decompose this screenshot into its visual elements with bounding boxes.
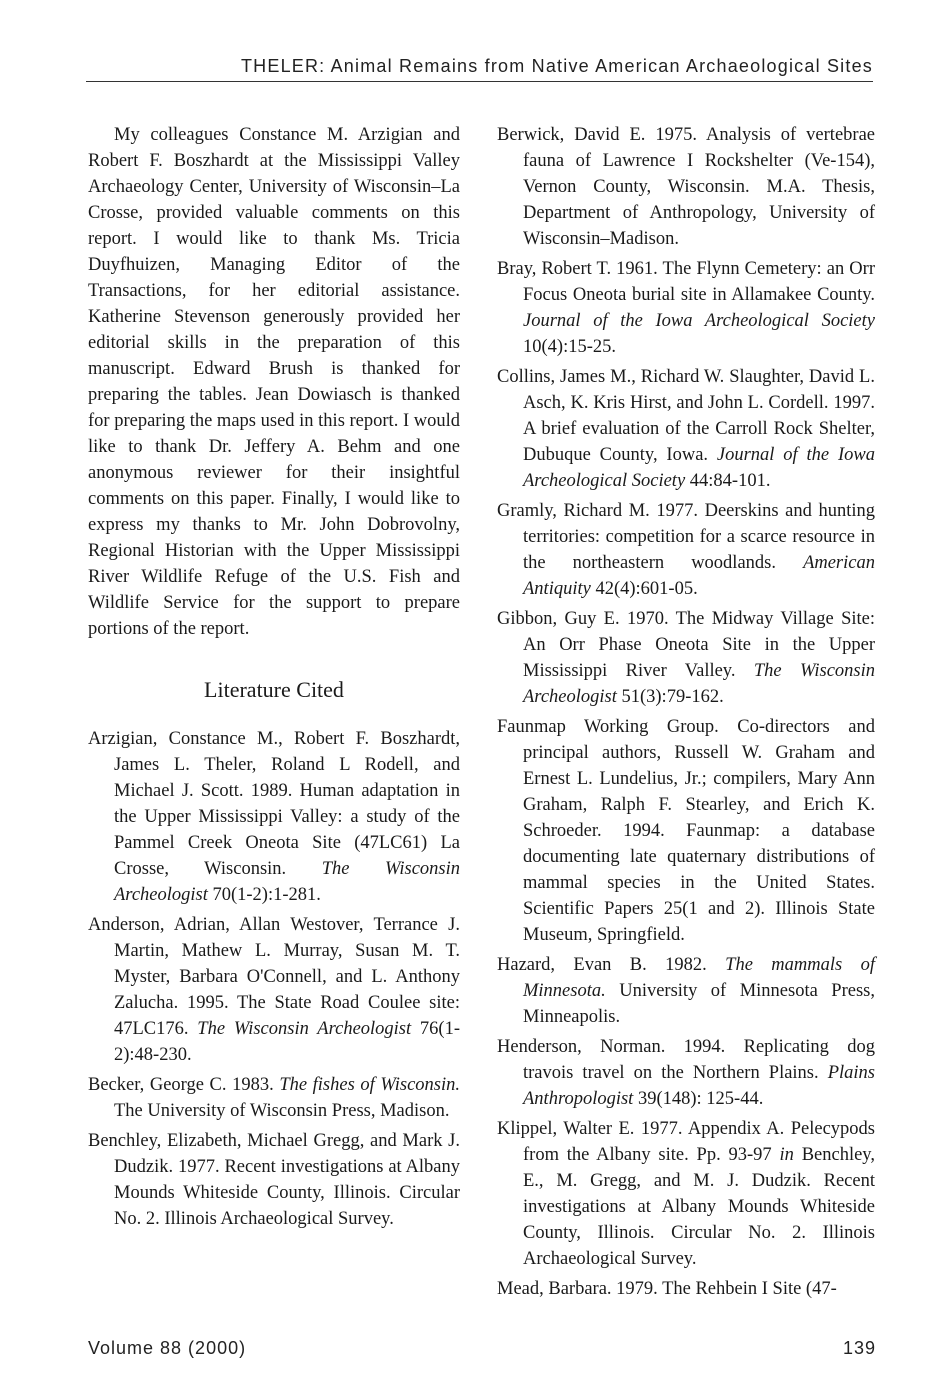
reference-entry: Klippel, Walter E. 1977. Appendix A. Pelecypods from the Albany site. Pp. 93-97 in Benchley, E., M. Gregg, and M. J. Dudzik. Recent investigations at Albany Mounds Whiteside County, Illinois. Circular No. 2. Illinois Archaeological Survey. bbox=[497, 1119, 875, 1269]
reference-entry: Collins, James M., Richard W. Slaughter, David L. Asch, K. Kris Hirst, and John L. Cordell. 1997. A brief evaluation of the Carroll Rock Shelter, Dubuque County, Iowa. Journal of the Iowa Archeological Society 44:84-101. bbox=[497, 367, 875, 491]
header-rule bbox=[86, 81, 873, 82]
reference-entry: Gibbon, Guy E. 1970. The Midway Village Site: An Orr Phase Oneota Site in the Upper Mississippi River Valley. The Wisconsin Archeologist 51(3):79-162. bbox=[497, 609, 876, 707]
reference-entry: Henderson, Norman. 1994. Replicating dog travois travel on the Northern Plains. Plains Anthropologist 39(148): 125-44. bbox=[497, 1037, 875, 1109]
right-column bbox=[497, 122, 875, 1306]
reference-entry: Arzigian, Constance M., Robert F. Boszhardt, James L. Theler, Roland L Rodell, and Michael J. Scott. 1989. Human adaptation in the Upper Mississippi Valley: a study of the Pammel Creek Oneota Site (47LC61) La Crosse, Wisconsin. The Wisconsin Archeologist 70(1-2):1-281. bbox=[88, 729, 461, 905]
left-column bbox=[88, 122, 460, 1236]
footer-volume: Volume 88 (2000) bbox=[88, 1338, 247, 1358]
reference-entry: Mead, Barbara. 1979. The Rehbein I Site (47- bbox=[497, 1279, 837, 1299]
acknowledgments-paragraph: My colleagues Constance M. Arzigian and Robert F. Boszhardt at the Mississippi Valley Archaeology Center, University of Wisconsin–La Crosse, provided valuable comments on this report. I would like to thank Ms. Tricia Duyfhuizen, Managing Editor of the Transactions, for her editorial assistance. Katherine Stevenson generously provided her editorial skills in the preparation of this manuscript. Edward Brush is thanked for preparing the tables. Jean Dowiasch is thanked for preparing the maps used in this report. I would like to thank Dr. Jeffery A. Behm and one anonymous reviewer for their insightful comments on this paper. Finally, I would like to express my thanks to Mr. John Dobrovolny, Regional Historian with the Upper Mississippi River Wildlife Refuge of the U.S. Fish and Wildlife Service for the support to prepare portions of the report. bbox=[88, 125, 460, 639]
reference-entry: Faunmap Working Group. Co-directors and principal authors, Russell W. Graham and Ernest L. Lundelius, Jr.; compilers, Mary Ann Graham, Ralph F. Stearley, and Erich K. Schroeder. 1994. Faunmap: a database documenting late quaternary distributions of mammal species in the United States. Scientific Papers 25(1 and 2). Illinois State Museum, Springfield. bbox=[497, 717, 875, 945]
running-head: THELER: Animal Remains from Native American Archaeological Sites bbox=[240, 56, 873, 76]
reference-entry: Benchley, Elizabeth, Michael Gregg, and Mark J. Dudzik. 1977. Recent investigations at Albany Mounds Whiteside County, Illinois. Circular No. 2. Illinois Archaeological Survey. bbox=[88, 1131, 460, 1229]
reference-entry: Hazard, Evan B. 1982. The mammals of Minnesota. University of Minnesota Press, Minneapolis. bbox=[497, 955, 875, 1027]
reference-entry: Berwick, David E. 1975. Analysis of vertebrae fauna of Lawrence I Rockshelter (Ve-154), Vernon County, Wisconsin. M.A. Thesis, Department of Anthropology, University of Wisconsin–Madison. bbox=[497, 125, 875, 249]
reference-entry: Becker, George C. 1983. The fishes of Wisconsin. The University of Wisconsin Press, Madison. bbox=[88, 1075, 461, 1121]
section-heading-literature-cited: Literature Cited bbox=[204, 677, 344, 702]
reference-entry: Gramly, Richard M. 1977. Deerskins and hunting territories: competition for a scarce resource in the northeastern woodlands. American Antiquity 42(4):601-05. bbox=[497, 501, 875, 599]
reference-entry: Bray, Robert T. 1961. The Flynn Cemetery: an Orr Focus Oneota burial site in Allamakee County. Journal of the Iowa Archeological Society 10(4):15-25. bbox=[497, 259, 875, 357]
footer-page-number: 139 bbox=[842, 1338, 876, 1358]
reference-entry: Anderson, Adrian, Allan Westover, Terrance J. Martin, Mathew L. Murray, Susan M. T. Myster, Barbara O'Connell, and L. Anthony Zalucha. 1995. The State Road Coulee site: 47LC176. The Wisconsin Archeologist 76(1-2):48-230. bbox=[88, 915, 461, 1065]
